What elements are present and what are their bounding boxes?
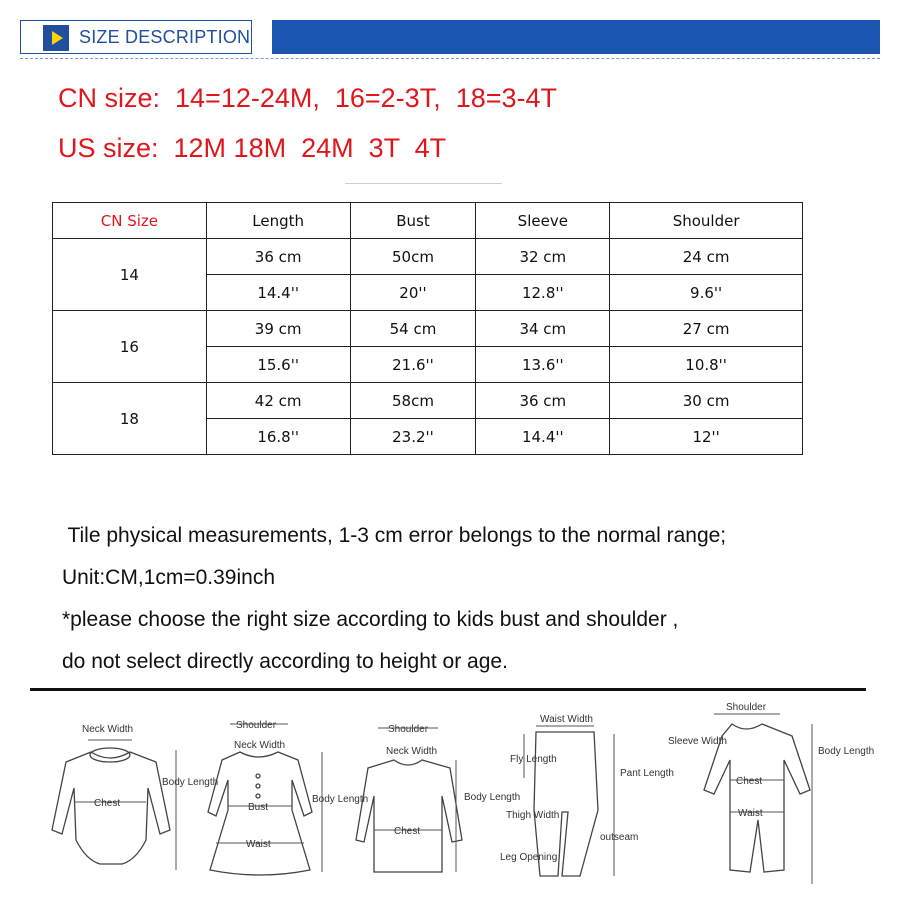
bodysuit-diagram (36, 700, 219, 895)
diagram-label: Shoulder (388, 724, 429, 735)
diagram-label: Waist (246, 839, 271, 850)
header-dotted-divider (20, 58, 880, 59)
header-label-box (20, 20, 252, 54)
diagram-label: outseam (600, 832, 639, 843)
table-cell: 27 cm (610, 311, 803, 347)
header-title: SIZE DESCRIPTION (79, 27, 251, 47)
size-cell: 16 (53, 311, 207, 383)
table-cell: 24 cm (610, 239, 803, 275)
note-unit: Unit:CM,1cm=0.39inch (62, 566, 276, 589)
table-cell: 14.4'' (476, 419, 610, 455)
diagram-label: Leg Opening (500, 852, 558, 863)
table-cell: 20'' (350, 275, 476, 311)
table-cell: 39 cm (206, 311, 350, 347)
table-cell: 16.8'' (206, 419, 350, 455)
diagram-label: Chest (94, 798, 121, 809)
diagram-label: Neck Width (234, 740, 286, 751)
size-table (52, 202, 803, 455)
table-cell: 32 cm (476, 239, 610, 275)
table-cell: 21.6'' (350, 347, 476, 383)
diagram-label: Chest (394, 826, 421, 837)
size-cell: 14 (53, 239, 207, 311)
table-cell: 50cm (350, 239, 476, 275)
diagram-label: Pant Length (620, 768, 674, 779)
us-size-line: US size: 12M 18M 24M 3T 4T (58, 133, 447, 163)
diagram-label: Neck Width (82, 724, 134, 735)
diagram-label: Fly Length (510, 754, 557, 765)
tshirt-diagram (360, 700, 521, 895)
table-cell: 54 cm (350, 311, 476, 347)
pants-diagram (496, 700, 674, 895)
table-row (53, 239, 803, 275)
play-icon (43, 25, 69, 51)
table-cell: 23.2'' (350, 419, 476, 455)
diagram-label: Sleeve Width (668, 736, 727, 747)
size-cell: 18 (53, 383, 207, 455)
section-divider (30, 688, 866, 691)
table-cell: 15.6'' (206, 347, 350, 383)
table-cell: 58cm (350, 383, 476, 419)
diagram-label: Neck Width (386, 746, 438, 757)
diagram-label: Shoulder (236, 720, 277, 731)
table-cell: 30 cm (610, 383, 803, 419)
header-blue-bar (272, 20, 880, 54)
note-choose-size: *please choose the right size according to kids bust and shoulder , (62, 608, 679, 631)
table-cell: 9.6'' (610, 275, 803, 311)
header-shoulder: Shoulder (610, 203, 803, 239)
table-cell: 42 cm (206, 383, 350, 419)
table-cell: 12'' (610, 419, 803, 455)
table-cell: 36 cm (206, 239, 350, 275)
diagram-label: Thigh Width (506, 810, 560, 821)
note-measurement-error: Tile physical measurements, 1-3 cm error belongs to the normal range; (62, 524, 727, 547)
header-length: Length (206, 203, 350, 239)
table-cell: 10.8'' (610, 347, 803, 383)
table-cell: 34 cm (476, 311, 610, 347)
header-bust: Bust (350, 203, 476, 239)
diagram-label: Bust (248, 802, 269, 813)
table-header-row (53, 203, 803, 239)
diagram-label: Shoulder (726, 702, 767, 713)
header-sleeve: Sleeve (476, 203, 610, 239)
diagram-label: Chest (736, 776, 763, 787)
romper-diagram (660, 700, 875, 895)
diagram-label: Waist Width (540, 714, 593, 725)
section-header (20, 20, 880, 54)
diagram-label: Body Length (162, 777, 219, 788)
diagram-label: Body Length (312, 794, 369, 805)
divider (345, 183, 502, 184)
table-cell: 14.4'' (206, 275, 350, 311)
cn-size-line: CN size: 14=12-24M, 16=2-3T, 18=3-4T (58, 83, 558, 113)
table-row (53, 383, 803, 419)
dress-diagram (200, 700, 369, 895)
header-cn-size: CN Size (53, 203, 207, 239)
table-cell: 13.6'' (476, 347, 610, 383)
table-cell: 12.8'' (476, 275, 610, 311)
table-cell: 36 cm (476, 383, 610, 419)
diagram-label: Body Length (464, 792, 521, 803)
diagram-label: Waist (738, 808, 763, 819)
diagram-label: Body Length (818, 746, 875, 757)
table-row (53, 311, 803, 347)
note-not-by-age: do not select directly according to height or age. (62, 650, 508, 673)
